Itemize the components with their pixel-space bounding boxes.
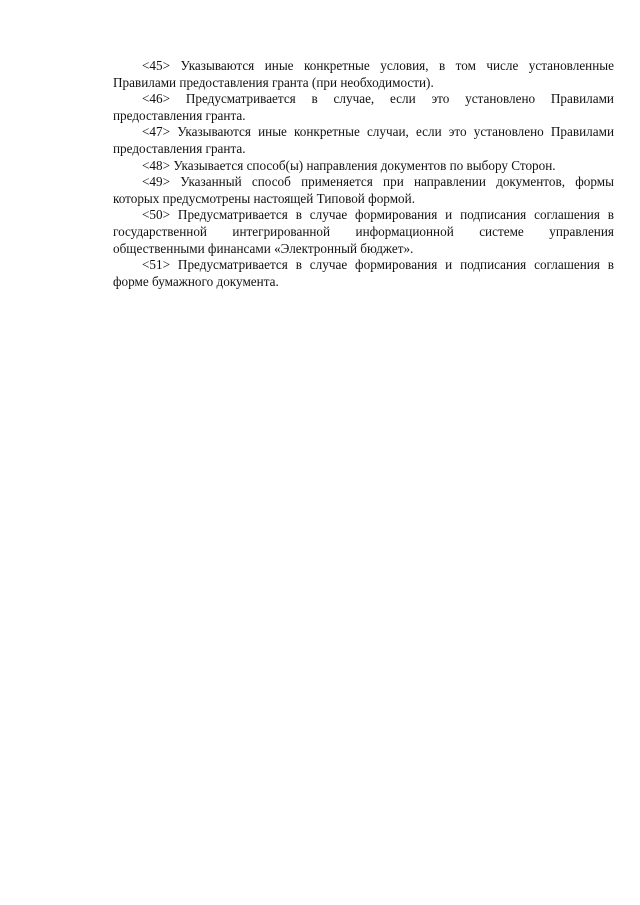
footnote-49: <49> Указанный способ применяется при направлении документов, формы которых предусмотрены настоящей Типовой формой. — [113, 174, 614, 206]
footnote-51: <51> Предусматривается в случае формирования и подписания соглашения в форме бумажного документа. — [113, 257, 614, 289]
footnote-46: <46> Предусматривается в случае, если это установлено Правилами предоставления гранта. — [113, 91, 614, 123]
footnote-45: <45> Указываются иные конкретные условия, в том числе установленные Правилами предоставления гранта (при необходимости). — [113, 58, 614, 90]
footnote-48: <48> Указывается способ(ы) направления документов по выбору Сторон. — [142, 157, 556, 173]
footnote-47: <47> Указываются иные конкретные случаи, если это установлено Правилами предоставления гранта. — [113, 124, 614, 156]
footnote-50: <50> Предусматривается в случае формирования и подписания соглашения в государственной интегрированной информационной системе управления общественными финансами «Электронный бюджет». — [113, 207, 614, 256]
document-page — [113, 58, 614, 290]
